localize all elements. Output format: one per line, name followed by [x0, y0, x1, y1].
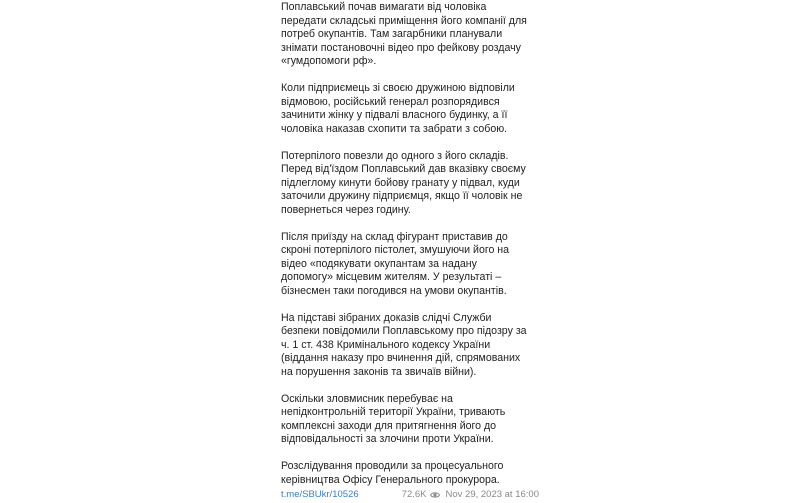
post-timestamp: Nov 29, 2023 at 16:00 [445, 489, 539, 500]
eye-icon [430, 491, 440, 499]
post-paragraph-2: Коли підприємець зі своєю дружиною відповіли відмовою, російський генерал розпорядився зачинити жінку у підвалі власного будинку, а її чоловіка наказав схопити та забрати з собою. [281, 82, 515, 135]
telegram-post [281, 1, 539, 501]
post-link[interactable]: t.me/SBUkr/10526 [281, 489, 359, 500]
post-footer [281, 489, 539, 501]
post-paragraph-4: Після приїзду на склад фігурант приставив до скроні потерпілого пістолет, змушуючи його на відео «подякувати окупантам за надану допомогу» місцевим жителям. У результаті – бізнесмен таки погодився на умови окупантів. [281, 230, 510, 297]
post-paragraph-3: Потерпілого повезли до одного з його складів. Перед від'їздом Поплавський дав вказівку своєму підлеглому кинути бойову гранату у підвал, куди заточили дружину підприємця, якщо її чоловік не повернеться через годину. [281, 149, 526, 216]
post-paragraph-1: Поплавський почав вимагати від чоловіка передати складські приміщення його компанії для потреб окупантів. Там загарбники планували знімати постановочні відео про фейкову роздачу «гумдопомоги рф». [281, 1, 527, 67]
post-paragraph-7: Розслідування проводили за процесуального керівництва Офісу Генерального прокурора. [281, 460, 504, 486]
post-paragraph-6: Оскільки зловмисник перебуває на непідконтрольній території України, тривають комплексні заходи для притягнення його до відповідальності за злочини проти України. [281, 392, 506, 445]
post-paragraph-5: На підставі зібраних доказів слідчі Служби безпеки повідомили Поплавському про підозру за ч. 1 ст. 438 Кримінального кодексу України (віддання наказу про вчинення дій, спрямованих на порушення законів та звичаїв війни). [281, 311, 527, 378]
view-count: 72.6K [401, 489, 427, 500]
